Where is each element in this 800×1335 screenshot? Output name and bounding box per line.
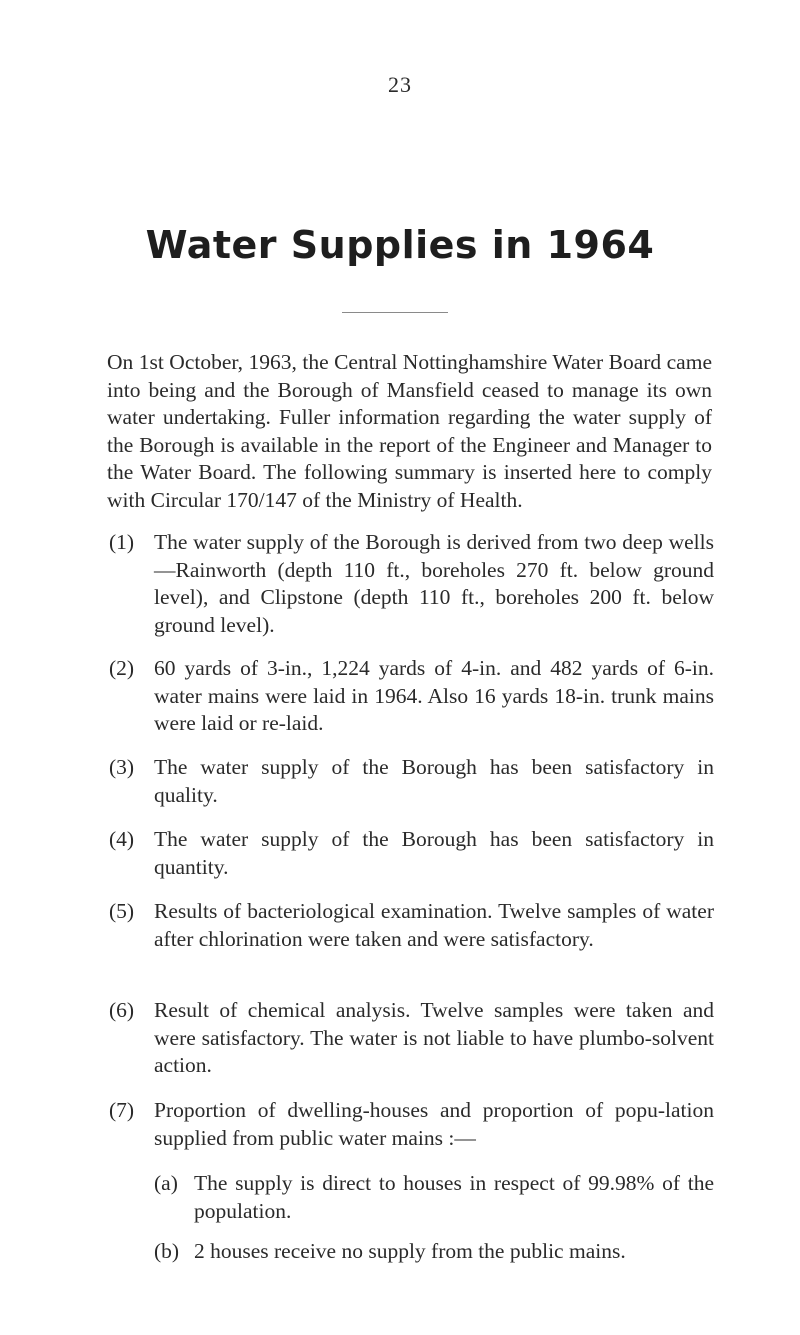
page-number: 23 bbox=[388, 72, 412, 97]
sub-item-letter: (b) bbox=[154, 1239, 180, 1263]
list-item-3 bbox=[109, 754, 714, 809]
list-item-number: (4) bbox=[109, 827, 135, 851]
sub-item-letter: (a) bbox=[154, 1171, 178, 1195]
sub-item-text: The supply is direct to houses in respect of 99.98% of the population. bbox=[194, 1171, 714, 1223]
list-item-1 bbox=[109, 529, 714, 639]
page-title: Water Supplies in 1964 bbox=[145, 223, 655, 267]
list-item-text: The water supply of the Borough has been satisfactory in quantity. bbox=[154, 827, 714, 879]
list-item-text: The water supply of the Borough has been satisfactory in quality. bbox=[154, 755, 714, 807]
title-divider bbox=[342, 312, 448, 313]
sub-item-text: 2 houses receive no supply from the public mains. bbox=[194, 1239, 626, 1263]
list-item-number: (5) bbox=[109, 899, 135, 923]
list-item-text: Results of bacteriological examination. Twelve samples of water after chlorination were taken and were satisfactory. bbox=[154, 899, 714, 951]
sub-item-a bbox=[154, 1170, 714, 1225]
list-item-number: (1) bbox=[109, 530, 135, 554]
list-item-number: (2) bbox=[109, 656, 135, 680]
list-item-text: Proportion of dwelling-houses and proportion of popu-lation supplied from public water mains :— bbox=[154, 1098, 714, 1150]
list-item-number: (7) bbox=[109, 1098, 135, 1122]
intro-paragraph: On 1st October, 1963, the Central Nottinghamshire Water Board came into being and the Borough of Mansfield ceased to manage its own water undertaking. Fuller information regarding the water supply of the Borough is available in the report of the Engineer and Manager to the Water Board. The following summary is inserted here to comply with Circular 170/147 of the Ministry of Health. bbox=[107, 350, 712, 512]
list-item-number: (3) bbox=[109, 755, 135, 779]
list-item-5 bbox=[109, 898, 714, 953]
list-item-text: Result of chemical analysis. Twelve samples were taken and were satisfactory. The water is not liable to have plumbo-solvent action. bbox=[154, 998, 714, 1077]
list-item-text: The water supply of the Borough is derived from two deep wells—Rainworth (depth 110 ft., boreholes 270 ft. below ground level), and Clipstone (depth 110 ft., boreholes 200 ft. below ground level). bbox=[154, 530, 714, 637]
list-item-2 bbox=[109, 655, 714, 738]
sub-item-b bbox=[154, 1238, 714, 1266]
list-item-text: 60 yards of 3-in., 1,224 yards of 4-in. and 482 yards of 6-in. water mains were laid in 1964. Also 16 yards 18-in. trunk mains were laid or re-laid. bbox=[154, 656, 714, 735]
list-item-4 bbox=[109, 826, 714, 881]
list-item-6 bbox=[109, 997, 714, 1080]
list-item-7 bbox=[109, 1097, 714, 1152]
list-item-number: (6) bbox=[109, 998, 135, 1022]
